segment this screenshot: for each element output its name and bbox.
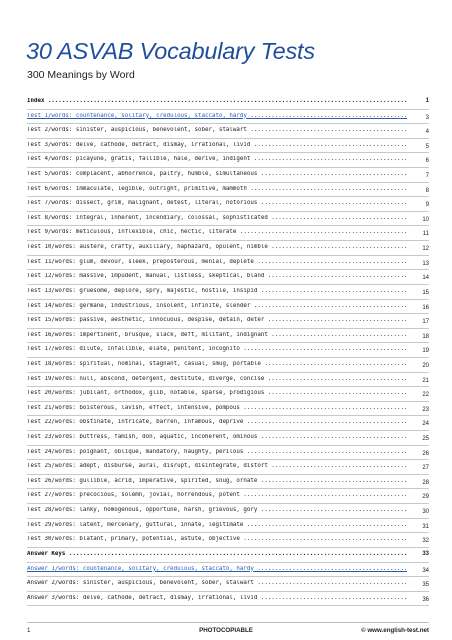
toc-entry[interactable]	[27, 124, 429, 139]
toc-entry[interactable]	[27, 197, 429, 212]
toc-page-number: 28	[422, 479, 429, 486]
toc-entry[interactable]	[27, 139, 429, 154]
toc-page-number: 3	[425, 114, 429, 121]
toc-entry-text: Test 10/words: austere, crafty, auxiliary, haphazard, opulent, nimble .....	[27, 244, 407, 250]
toc-page-number: 25	[422, 436, 429, 443]
toc-entry-text: Test 20/words: jubilant, orthodox, glib, notable, sparse, prodigious .....	[27, 390, 407, 396]
toc-entry[interactable]	[27, 416, 429, 431]
toc-entry[interactable]	[27, 563, 429, 578]
toc-entry[interactable]	[27, 95, 429, 110]
toc-entry[interactable]	[27, 241, 429, 256]
toc-entry[interactable]	[27, 212, 429, 227]
toc-page-number: 20	[422, 362, 429, 369]
toc-entry-text: Test 15/words: passive, aesthetic, innocuous, despise, detain, deter .....	[27, 317, 407, 323]
toc-entry-text: Test 25/words: adept, disburse, aural, disrupt, disintegrate, distort .....	[27, 463, 407, 469]
toc-entry[interactable]	[27, 285, 429, 300]
toc-page-number: 27	[422, 465, 429, 472]
toc-entry-text[interactable]: Answer 1/words: countenance, solitary, credulous, staccato, hardy .....	[27, 566, 407, 572]
toc-entry-text: Test 7/words: dissect, grim, malignant, detest, literal, notorious .....	[27, 200, 407, 206]
toc-page-number: 15	[422, 289, 429, 296]
toc-entry[interactable]	[27, 256, 429, 271]
toc-entry-text: Test 3/words: delve, cathode, detract, dismay, irrational, livid .....	[27, 142, 407, 148]
toc-entry[interactable]	[27, 153, 429, 168]
toc-page-number: 8	[425, 187, 429, 194]
toc-entry[interactable]	[27, 489, 429, 504]
toc-entry[interactable]	[27, 270, 429, 285]
toc-entry[interactable]	[27, 110, 429, 125]
toc-entry-text: Test 30/words: blatant, primary, potential, astute, objective .....	[27, 536, 407, 542]
toc-entry-text: Answer 2/words: sinister, auspicious, benevolent, sober, stalwart .....	[27, 580, 407, 586]
toc-entry-text: Test 6/words: immaculate, legible, outright, primitive, mammoth .....	[27, 186, 407, 192]
footer-website: © www.english-test.net	[361, 627, 429, 634]
toc-entry-text: Test 16/words: impertinent, brusque, slack, deft, militant, indignant .....	[27, 332, 407, 338]
toc-page-number: 1	[425, 98, 429, 104]
toc-entry-text: Test 24/words: poignant, oblique, mandatory, haughty, perilous .....	[27, 449, 407, 455]
toc-page-number: 12	[422, 246, 429, 253]
toc-page-number: 26	[422, 450, 429, 457]
toc-entry[interactable]	[27, 548, 429, 563]
toc-entry[interactable]	[27, 226, 429, 241]
toc-entry[interactable]	[27, 519, 429, 534]
toc-entry-text: Test 26/words: gullible, acrid, imperative, spirited, snug, ornate .....	[27, 478, 407, 484]
toc-entry-text: Test 22/words: obstinate, intricate, barren, infamous, deprive .....	[27, 419, 407, 425]
toc-entry-text: Test 8/words: integral, inherent, incendiary, colossal, sophisticated .....	[27, 215, 407, 221]
toc-entry-text[interactable]: Test 1/words: countenance, solitary, credulous, staccato, hardy .....	[27, 113, 407, 119]
toc-entry[interactable]	[27, 387, 429, 402]
toc-page-number: 36	[422, 596, 429, 603]
toc-entry-text: Test 21/words: boisterous, lavish, effect, intensive, pompous .....	[27, 405, 407, 411]
toc-page-number: 4	[425, 129, 429, 136]
toc-entry[interactable]	[27, 343, 429, 358]
toc-page-number: 34	[422, 567, 429, 574]
toc-page-number: 24	[422, 421, 429, 428]
document-title: 30 ASVAB Vocabulary Tests	[26, 38, 315, 64]
footer-page-number: 1	[27, 627, 31, 634]
toc-page-number: 9	[425, 202, 429, 209]
toc-entry-text: Test 29/words: latent, mercenary, guttural, innate, legitimate .....	[27, 522, 407, 528]
footer-divider	[27, 622, 429, 623]
toc-entry[interactable]	[27, 577, 429, 592]
toc-entry[interactable]	[27, 183, 429, 198]
toc-entry[interactable]	[27, 431, 429, 446]
toc-page-number: 13	[422, 260, 429, 267]
toc-page-number: 32	[422, 538, 429, 545]
toc-entry-text: Answer 3/words: delve, cathode, detract, dismay, irrational, livid .....	[27, 595, 407, 601]
toc-entry[interactable]	[27, 314, 429, 329]
toc-entry-text: Test 17/words: dilute, infallible, elate, penitent, incognito .....	[27, 346, 407, 352]
toc-page-number: 18	[422, 333, 429, 340]
toc-page-number: 14	[422, 275, 429, 282]
toc-page-number: 33	[422, 550, 429, 557]
toc-entry[interactable]	[27, 533, 429, 548]
toc-entry[interactable]	[27, 168, 429, 183]
toc-page-number: 30	[422, 509, 429, 516]
toc-entry[interactable]	[27, 402, 429, 417]
toc-entry-text: Test 4/words: picayune, gratis, fallible, hale, derive, indigent .....	[27, 156, 407, 162]
toc-entry-text: Test 11/words: glum, devour, sleek, preposterous, menial, deplete .....	[27, 259, 407, 265]
toc-page-number: 29	[422, 494, 429, 501]
toc-entry-text: Test 5/words: complacent, abhorrence, paltry, humble, simultaneous .....	[27, 171, 407, 177]
table-of-contents	[27, 95, 429, 606]
toc-page-number: 10	[422, 216, 429, 223]
toc-page-number: 17	[422, 319, 429, 326]
toc-page-number: 19	[422, 348, 429, 355]
toc-page-number: 11	[422, 231, 429, 238]
toc-page-number: 31	[422, 523, 429, 530]
toc-entry[interactable]	[27, 300, 429, 315]
toc-page-number: 35	[422, 582, 429, 589]
toc-entry[interactable]	[27, 475, 429, 490]
toc-page-number: 22	[422, 392, 429, 399]
toc-page-number: 16	[422, 304, 429, 311]
toc-page-number: 7	[425, 173, 429, 180]
toc-entry[interactable]	[27, 446, 429, 461]
toc-entry-text: Test 18/words: spiritual, nominal, stagnant, casual, smug, portable .....	[27, 361, 407, 367]
toc-entry[interactable]	[27, 460, 429, 475]
toc-page-number: 21	[422, 377, 429, 384]
toc-entry-text: Test 14/words: germane, industrious, insolent, infinite, slender .....	[27, 303, 407, 309]
footer-photocopiable: PHOTOCOPIABLE	[199, 627, 253, 634]
toc-entry[interactable]	[27, 373, 429, 388]
toc-entry-text: Index .....	[27, 98, 407, 104]
toc-entry-text: Test 23/words: buttress, famish, don, aquatic, incoherent, ominous .....	[27, 434, 407, 440]
toc-entry[interactable]	[27, 329, 429, 344]
toc-entry-text: Test 28/words: lanky, homogenous, opportune, harsh, grievous, gory .....	[27, 507, 407, 513]
toc-entry[interactable]	[27, 358, 429, 373]
toc-entry-text: Answer Keys .....	[27, 551, 407, 557]
toc-page-number: 6	[425, 158, 429, 165]
document-subtitle: 300 Meanings by Word	[27, 69, 135, 81]
toc-entry-text: Test 12/words: massive, impudent, manual, listless, skeptical, bland .....	[27, 273, 407, 279]
toc-entry-text: Test 9/words: meticulous, inflexible, chic, hectic, literate .....	[27, 229, 407, 235]
toc-page-number: 5	[425, 143, 429, 150]
toc-page-number: 23	[422, 406, 429, 413]
toc-entry-text: Test 13/words: gruesome, deplore, spry, majestic, hostile, insipid .....	[27, 288, 407, 294]
toc-entry[interactable]	[27, 504, 429, 519]
toc-entry-text: Test 2/words: sinister, auspicious, benevolent, sober, stalwart .....	[27, 127, 407, 133]
toc-entry-text: Test 19/words: null, abscond, detergent, destitute, diverge, concise .....	[27, 376, 407, 382]
toc-entry-text: Test 27/words: precocious, solemn, jovial, horrendous, potent .....	[27, 492, 407, 498]
toc-entry[interactable]	[27, 592, 429, 607]
